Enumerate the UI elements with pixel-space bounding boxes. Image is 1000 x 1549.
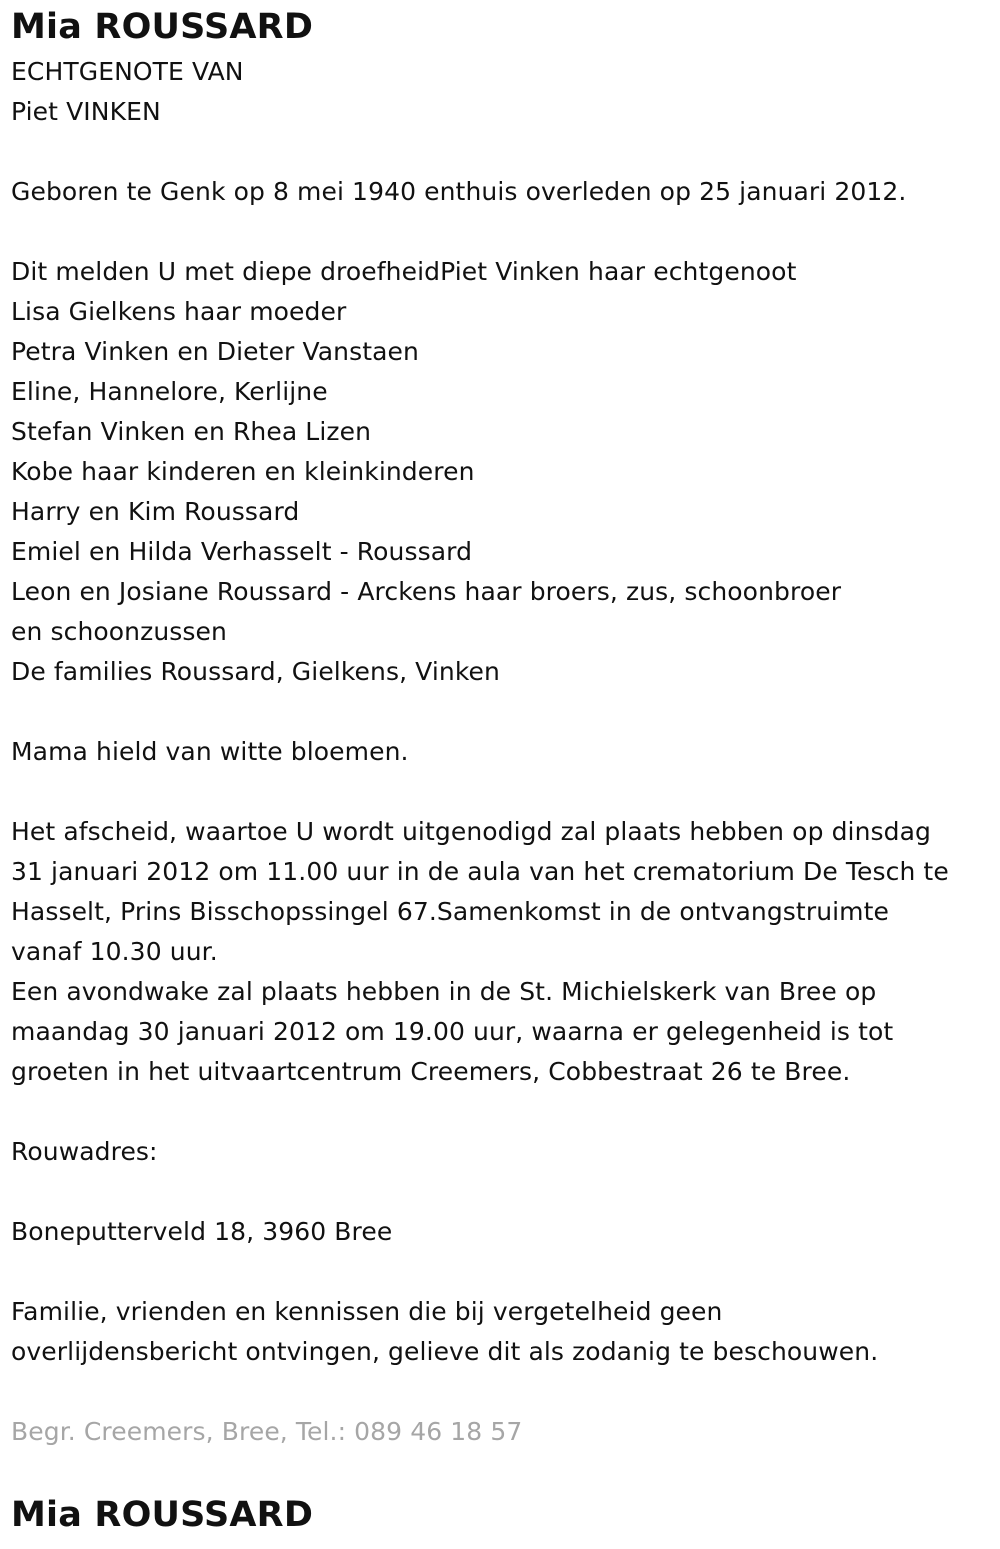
closing-line: overlijdensbericht ontvingen, gelieve dit als zodanig te beschouwen. bbox=[11, 1337, 879, 1366]
address-label: Rouwadres: bbox=[11, 1137, 158, 1166]
bottom-heading-block bbox=[11, 1490, 313, 1540]
spacer bbox=[11, 772, 949, 812]
mourner-line: Emiel en Hilda Verhasselt - Roussard bbox=[11, 537, 473, 566]
mourners-list bbox=[11, 252, 949, 692]
flowers-note: Mama hield van witte bloemen. bbox=[11, 737, 409, 766]
address-value: Boneputterveld 18, 3960 Bree bbox=[11, 1217, 393, 1246]
closing-line: Familie, vrienden en kennissen die bij vergetelheid geen bbox=[11, 1297, 723, 1326]
mourner-line: en schoonzussen bbox=[11, 617, 227, 646]
ceremony-line: Het afscheid, waartoe U wordt uitgenodigd zal plaats hebben op dinsdag bbox=[11, 817, 932, 846]
ceremony-line: vanaf 10.30 uur. bbox=[11, 937, 218, 966]
spouse-name: Piet VINKEN bbox=[11, 97, 161, 126]
spacer bbox=[11, 132, 949, 172]
mourner-line: Harry en Kim Roussard bbox=[11, 497, 300, 526]
spacer bbox=[11, 1172, 949, 1212]
spacer bbox=[11, 692, 949, 732]
closing-note bbox=[11, 1292, 949, 1372]
mourner-line: Eline, Hannelore, Kerlijne bbox=[11, 377, 328, 406]
ceremony-details bbox=[11, 812, 949, 1092]
spacer bbox=[11, 1092, 949, 1132]
funeral-home-contact: Begr. Creemers, Bree, Tel.: 089 46 18 57 bbox=[11, 1417, 523, 1446]
ceremony-line: maandag 30 januari 2012 om 19.00 uur, waarna er gelegenheid is tot bbox=[11, 1017, 894, 1046]
mourner-line: De families Roussard, Gielkens, Vinken bbox=[11, 657, 500, 686]
spacer bbox=[11, 1372, 949, 1412]
birth-death-statement: Geboren te Genk op 8 mei 1940 enthuis overleden op 25 januari 2012. bbox=[11, 177, 907, 206]
ceremony-line: Hasselt, Prins Bisschopssingel 67.Samenkomst in de ontvangstruimte bbox=[11, 897, 890, 926]
ceremony-line: groeten in het uitvaartcentrum Creemers, Cobbestraat 26 te Bree. bbox=[11, 1057, 851, 1086]
deceased-name-heading: Mia ROUSSARD bbox=[11, 7, 314, 47]
mourner-line: Stefan Vinken en Rhea Lizen bbox=[11, 417, 372, 446]
obituary-body bbox=[11, 52, 949, 1452]
ceremony-line: 31 januari 2012 om 11.00 uur in de aula van het crematorium De Tesch te bbox=[11, 857, 949, 886]
spacer bbox=[11, 1252, 949, 1292]
spouse-label: ECHTGENOTE VAN bbox=[11, 57, 244, 86]
mourner-line: Leon en Josiane Roussard - Arckens haar broers, zus, schoonbroer bbox=[11, 577, 842, 606]
mourner-line: Lisa Gielkens haar moeder bbox=[11, 297, 347, 326]
spacer bbox=[11, 212, 949, 252]
ceremony-line: Een avondwake zal plaats hebben in de St. Michielskerk van Bree op bbox=[11, 977, 877, 1006]
top-heading-block bbox=[11, 2, 313, 52]
mourner-line: Petra Vinken en Dieter Vanstaen bbox=[11, 337, 419, 366]
mourner-line: Kobe haar kinderen en kleinkinderen bbox=[11, 457, 475, 486]
mourner-line: Dit melden U met diepe droefheidPiet Vinken haar echtgenoot bbox=[11, 257, 797, 286]
deceased-name-footer: Mia ROUSSARD bbox=[11, 1495, 314, 1535]
